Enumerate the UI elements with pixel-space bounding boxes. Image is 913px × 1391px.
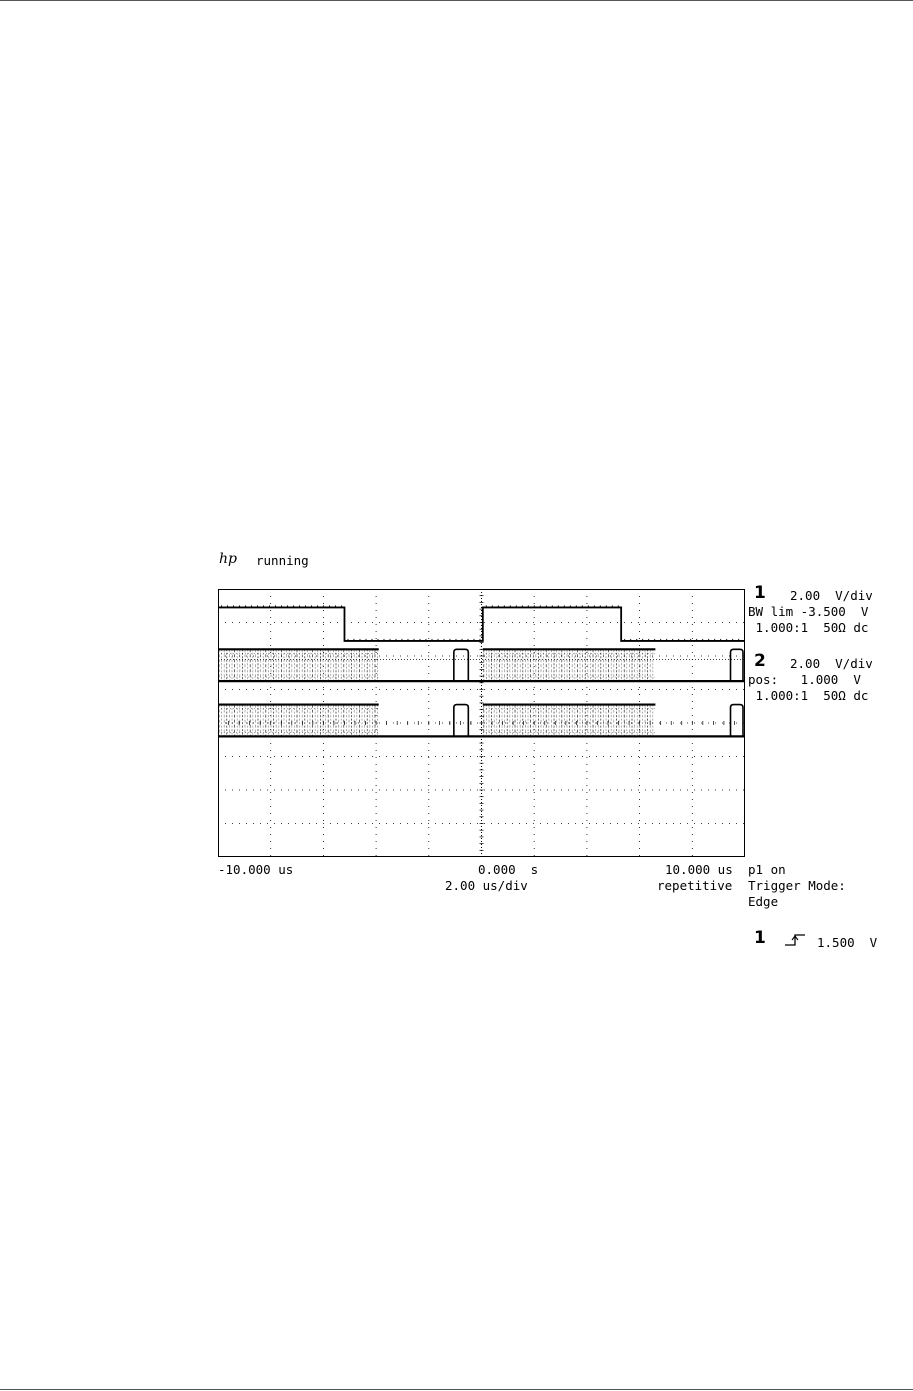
trace-sample-dot — [449, 639, 450, 640]
trace-sample-dot — [510, 605, 511, 606]
trace-sample-dot — [269, 605, 270, 606]
trace-sample-dot — [251, 605, 252, 606]
trace-sample-dot — [618, 605, 619, 606]
trace-sample-dot — [624, 639, 625, 640]
trace-sample-dot — [275, 605, 276, 606]
trace-sample-dot — [516, 605, 517, 606]
trace-sample-dot — [233, 605, 234, 606]
trace-sample-dot — [564, 605, 565, 606]
trace-sample-dot — [702, 639, 703, 640]
trace-sample-dot — [684, 639, 685, 640]
trace-sample-dot — [486, 605, 487, 606]
trace-sample-dot — [498, 605, 499, 606]
trace-sample-dot — [413, 639, 414, 640]
trace-sample-dot — [365, 639, 366, 640]
trace-sample-dot — [576, 605, 577, 606]
trace-sample-dot — [654, 639, 655, 640]
trace-sample-dot — [221, 605, 222, 606]
hp-logo: hp — [219, 551, 237, 567]
channel-1-offset: BW lim -3.500 V — [748, 604, 869, 619]
trace-sample-dot — [323, 605, 324, 606]
channel-2-scale: 2.00 V/div — [790, 656, 873, 671]
trace-sample-dot — [660, 639, 661, 640]
trace-sample-dot — [600, 605, 601, 606]
marker-p1-status: p1 on — [748, 862, 786, 877]
channel-1-number: 1 — [754, 583, 766, 603]
trace-sample-dot — [588, 605, 589, 606]
trace-sample-dot — [726, 639, 727, 640]
trace-sample-dot — [612, 605, 613, 606]
trace-sample-dot — [389, 639, 390, 640]
trace-sample-dot — [443, 639, 444, 640]
trace-sample-dot — [431, 639, 432, 640]
trace-sample-dot — [437, 639, 438, 640]
trace-sample-dot — [606, 605, 607, 606]
bottom-rule — [0, 1389, 913, 1390]
trace-sample-dot — [401, 639, 402, 640]
trace-sample-dot — [594, 605, 595, 606]
trace-sample-dot — [492, 605, 493, 606]
channel-2-position: pos: 1.000 V — [748, 672, 861, 687]
trace-sample-dot — [636, 639, 637, 640]
trace-sample-dot — [227, 605, 228, 606]
trace-sample-dot — [504, 605, 505, 606]
trace-sample-dot — [305, 605, 306, 606]
channel-2-probe: 1.000:1 50Ω dc — [748, 688, 869, 703]
trace-sample-dot — [678, 639, 679, 640]
trace-sample-dot — [371, 639, 372, 640]
trigger-mode-value: Edge — [748, 894, 779, 909]
trigger-level: 1.500 V — [817, 935, 878, 950]
trace-sample-dot — [672, 639, 673, 640]
trace-sample-dot — [293, 605, 294, 606]
trace-sample-dot — [648, 639, 649, 640]
trigger-mode-label: Trigger Mode: — [748, 878, 846, 893]
time-center-label: 0.000 s — [478, 862, 539, 877]
acquisition-status: running — [256, 553, 309, 568]
trace-sample-dot — [690, 639, 691, 640]
trace-sample-dot — [546, 605, 547, 606]
trace-sample-dot — [552, 605, 553, 606]
time-right-label: 10.000 us — [665, 862, 733, 877]
trace-sample-dot — [383, 639, 384, 640]
trace-sample-dot — [534, 605, 535, 606]
trace-sample-dot — [522, 605, 523, 606]
trace-sample-dot — [473, 639, 474, 640]
time-left-label: -10.000 us — [218, 862, 294, 877]
trace-sample-dot — [467, 639, 468, 640]
top-rule — [0, 0, 913, 1]
channel-1-scale: 2.00 V/div — [790, 588, 873, 603]
acquisition-mode: repetitive — [657, 878, 733, 893]
trace-sample-dot — [720, 639, 721, 640]
trigger-source: 1 — [754, 928, 766, 948]
trace-sample-dot — [281, 605, 282, 606]
trace-sample-dot — [335, 605, 336, 606]
trace-sample-dot — [263, 605, 264, 606]
trace-sample-dot — [299, 605, 300, 606]
trace-sample-dot — [738, 639, 739, 640]
trace-sample-dot — [377, 639, 378, 640]
trace-sample-dot — [287, 605, 288, 606]
trace-sample-dot — [329, 605, 330, 606]
trace-sample-dot — [341, 605, 342, 606]
channel-1-probe: 1.000:1 50Ω dc — [748, 620, 869, 635]
trace-sample-dot — [630, 639, 631, 640]
trace-sample-dot — [407, 639, 408, 640]
trace-sample-dot — [708, 639, 709, 640]
trace-sample-dot — [317, 605, 318, 606]
trace-sample-dot — [696, 639, 697, 640]
trace-sample-dot — [347, 639, 348, 640]
channel-2-number: 2 — [754, 651, 766, 671]
trace-sample-dot — [425, 639, 426, 640]
trace-sample-dot — [528, 605, 529, 606]
trace-sample-dot — [558, 605, 559, 606]
trace-sample-dot — [353, 639, 354, 640]
trace-sample-dot — [714, 639, 715, 640]
trace-sample-dot — [395, 639, 396, 640]
trace-sample-dot — [570, 605, 571, 606]
rising-edge-icon — [784, 933, 808, 947]
trace-sample-dot — [642, 639, 643, 640]
trace-sample-dot — [540, 605, 541, 606]
trace-sample-dot — [311, 605, 312, 606]
trace-sample-dot — [245, 605, 246, 606]
trace-sample-dot — [479, 639, 480, 640]
trace-sample-dot — [239, 605, 240, 606]
trace-sample-dot — [582, 605, 583, 606]
trace-sample-dot — [666, 639, 667, 640]
trace-sample-dot — [419, 639, 420, 640]
trace-sample-dot — [257, 605, 258, 606]
trace-sample-dot — [455, 639, 456, 640]
trace-sample-dot — [732, 639, 733, 640]
trace-sample-dot — [359, 639, 360, 640]
trace-sample-dot — [461, 639, 462, 640]
time-per-div: 2.00 us/div — [445, 878, 528, 893]
oscilloscope-graticule — [218, 589, 745, 857]
